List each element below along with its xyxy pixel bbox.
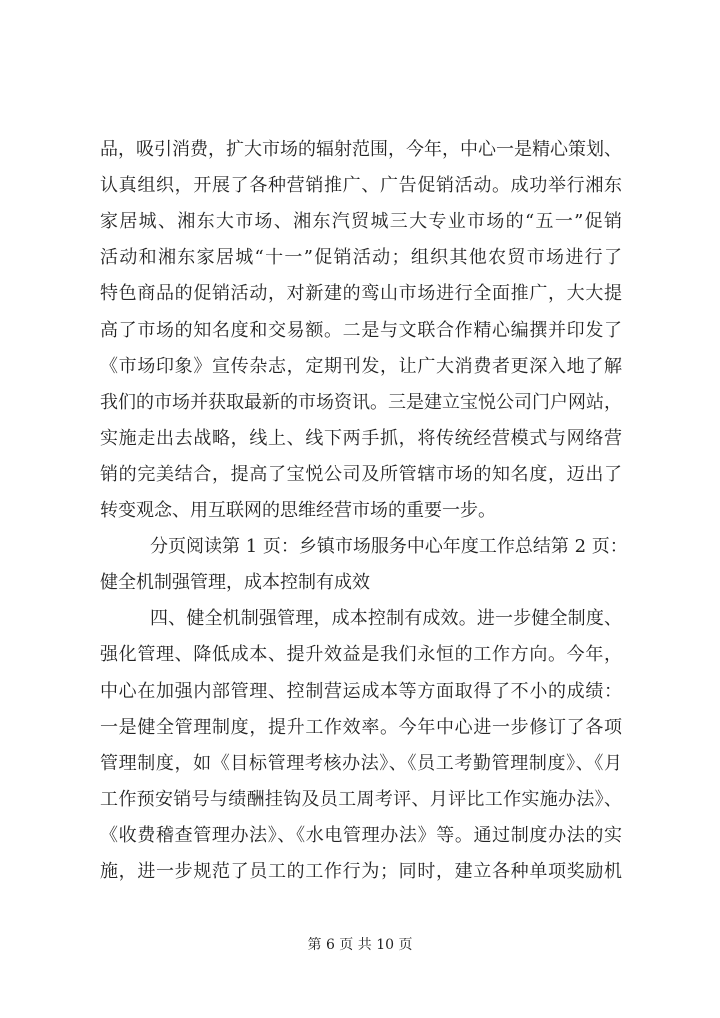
text-line: 认真组织，开展了各种营销推广、广告促销活动。成功举行湘东 <box>100 175 622 197</box>
text-line: 工作预安销号与绩酬挂钩及员工周考评、月评比工作实施办法》、 <box>100 788 622 810</box>
text-line: 品，吸引消费，扩大市场的辐射范围，今年，中心一是精心策划、 <box>100 139 622 160</box>
text-line: 强化管理、降低成本、提升效益是我们永恒的工作方向。今年， <box>100 644 622 666</box>
text-line: 我们的市场并获取最新的市场资讯。三是建立宝悦公司门户网站， <box>100 391 622 413</box>
text-line: 高了市场的知名度和交易额。二是与文联合作精心编撰并印发了 <box>100 319 622 341</box>
text-line: 家居城、湘东大市场、湘东汽贸城三大专业市场的“五一”促销 <box>100 211 622 233</box>
text-line: 转变观念、用互联网的思维经营市场的重要一步。 <box>100 500 496 521</box>
text-line: 健全机制强管理，成本控制有成效 <box>100 572 370 594</box>
text-line: 特色商品的促销活动，对新建的鸾山市场进行全面推广，大大提 <box>100 283 622 305</box>
page-footer: 第 6 页 共 10 页 <box>307 937 413 953</box>
text-line: 四、健全机制强管理，成本控制有成效。进一步健全制度、 <box>150 608 622 630</box>
text-line: 中心在加强内部管理、控制营运成本等方面取得了不小的成绩： <box>100 680 622 702</box>
text-line: 销的完美结合，提高了宝悦公司及所管辖市场的知名度，迈出了 <box>100 463 622 485</box>
text-line: 《收费稽查管理办法》、《水电管理办法》等。通过制度办法的实 <box>100 824 622 846</box>
text-line: 管理制度，如《目标管理考核办法》、《员工考勤管理制度》、《月 <box>100 752 622 774</box>
text-line: 《市场印象》宣传杂志，定期刊发，让广大消费者更深入地了解 <box>100 355 622 377</box>
text-line: 实施走出去战略，线上、线下两手抓，将传统经营模式与网络营 <box>100 427 622 449</box>
text-line: 一是健全管理制度，提升工作效率。今年中心进一步修订了各项 <box>100 716 622 738</box>
text-line: 施，进一步规范了员工的工作行为；同时，建立各种单项奖励机 <box>100 861 622 882</box>
text-line: 分页阅读第 1 页：乡镇市场服务中心年度工作总结第 2 页： <box>150 536 628 558</box>
text-line: 活动和湘东家居城“十一”促销活动；组织其他农贸市场进行了 <box>100 247 622 269</box>
